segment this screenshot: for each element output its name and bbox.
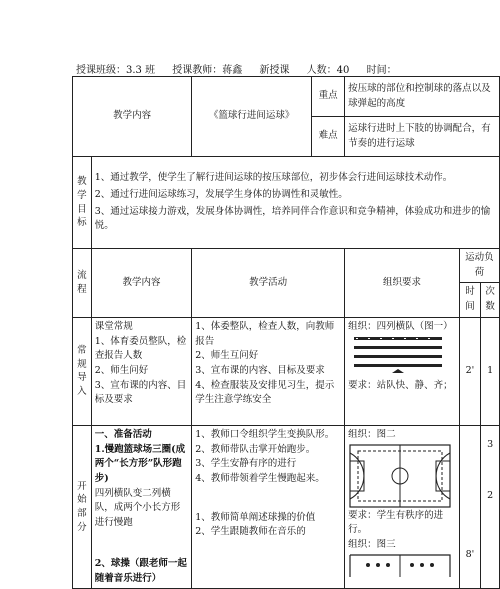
lesson-plan-table [72,76,500,589]
lesson-type-label: 新授课 [259,65,290,76]
objectives-list [91,157,499,249]
start-activity-line: 1、教师口令组织学生变换队形。 [195,428,335,440]
ball-drill-title: 2、球操（跟老师一起随着音乐进行） [94,557,187,584]
difficulty-label: 难点 [311,117,344,157]
warmup-title: 一、准备活动 [94,428,152,440]
start-org2-title: 组织：图三 [348,539,396,551]
start-times [481,425,500,588]
intro-content [91,317,191,425]
four-rank-formation-figure [348,335,448,379]
time-header: 时间 [459,283,480,317]
start-time [459,425,480,588]
court-running-figure [348,443,452,509]
intro-activity-line: 1、体委整队，检查人数，向教师报告 [195,320,335,347]
content-label: 教学内容 [73,77,192,157]
student-count-label: 人数：40 [306,65,350,76]
start-activity-line: 2、学生跟随教师在音乐的 [195,526,306,538]
intro-activity-line: 4、检查服装及安排见习生，提示学生注意学练安全 [195,379,335,406]
start-times-b: 2 [487,489,494,501]
key-point-label: 重点 [311,77,344,117]
objectives-label: 教 学 目 标 [73,157,92,249]
start-content [91,425,191,588]
intro-time: 2' [459,317,480,425]
org-header: 组织要求 [345,249,460,318]
intro-org-title: 组织：四列横队（图一） [348,320,453,332]
content-header: 教学内容 [91,249,191,318]
lesson-title: 《篮球行进间运球》 [192,77,312,157]
intro-activity-line: 3、宣布课的内容、目标及要求 [195,365,325,377]
objective-item: 2、通过行进间运球练习，发展学生身体的协调性和灵敏性。 [94,188,348,200]
jog-text: 四列横队变二列横队，成两个小长方形进行慢跑 [94,487,181,529]
class-label: 授课班级：3.3 班 [76,65,156,76]
start-org [345,425,460,588]
intro-activity [192,317,345,425]
start-org-title: 组织：图二 [348,428,396,440]
process-header: 流 程 [73,249,92,318]
load-header: 运动负荷 [459,249,499,283]
start-activity-line: 1、教师简单阐述球操的价值 [195,511,316,523]
intro-org-requirement: 要求：站队快、静、齐； [348,379,453,391]
intro-org [345,317,460,425]
intro-content-line: 3、宣布课的内容、目标及要求 [94,379,187,406]
start-org-requirement: 要求：学生有秩序的进行。 [348,509,444,536]
start-times-a: 3 [487,438,494,450]
intro-content-line: 课堂常规 [94,320,133,332]
start-time-value: 8' [465,548,475,560]
times-header: 次数 [481,283,500,317]
jog-title: 1.慢跑篮球场三圈(成两个“长方形”队形跑步) [94,443,186,485]
time-label: 时间： [366,65,397,76]
lesson-header [76,61,411,76]
activity-header: 教学活动 [192,249,345,318]
difficulty-text: 运球行进时上下肢的协调配合，有节奏的进行运球 [345,117,500,157]
start-activity [192,425,345,588]
stage-start: 开 始 部 分 [73,425,92,588]
court-ball-drill-figure [348,553,452,577]
intro-content-line: 2、师生问好 [94,365,149,377]
objective-item: 1、通过教学，使学生了解行进间运球的按压球部位，初步体会行进间运球技术动作。 [94,172,453,184]
objective-item: 3、通过运球接力游戏，发展身体协调性，培养同伴合作意识和竞争精神，体验成功和进步的愉悦。 [94,205,491,232]
intro-times: 1 [481,317,500,425]
teacher-label: 授课教师：蒋鑫 [172,65,243,76]
start-activity-line: 2、教师带队击掌开始跑步。 [195,443,316,455]
intro-activity-line: 2、师生互问好 [195,350,259,362]
intro-content-line: 1、体育委员整队，检查报告人数 [94,335,187,362]
start-activity-line: 3、学生安静有序的进行 [195,458,297,470]
stage-intro: 常 规 导 入 [73,317,92,425]
key-point-text: 按压球的部位和控制球的落点以及球弹起的高度 [345,77,500,117]
start-activity-line: 4、教师带领着学生慢跑起来。 [195,473,325,485]
